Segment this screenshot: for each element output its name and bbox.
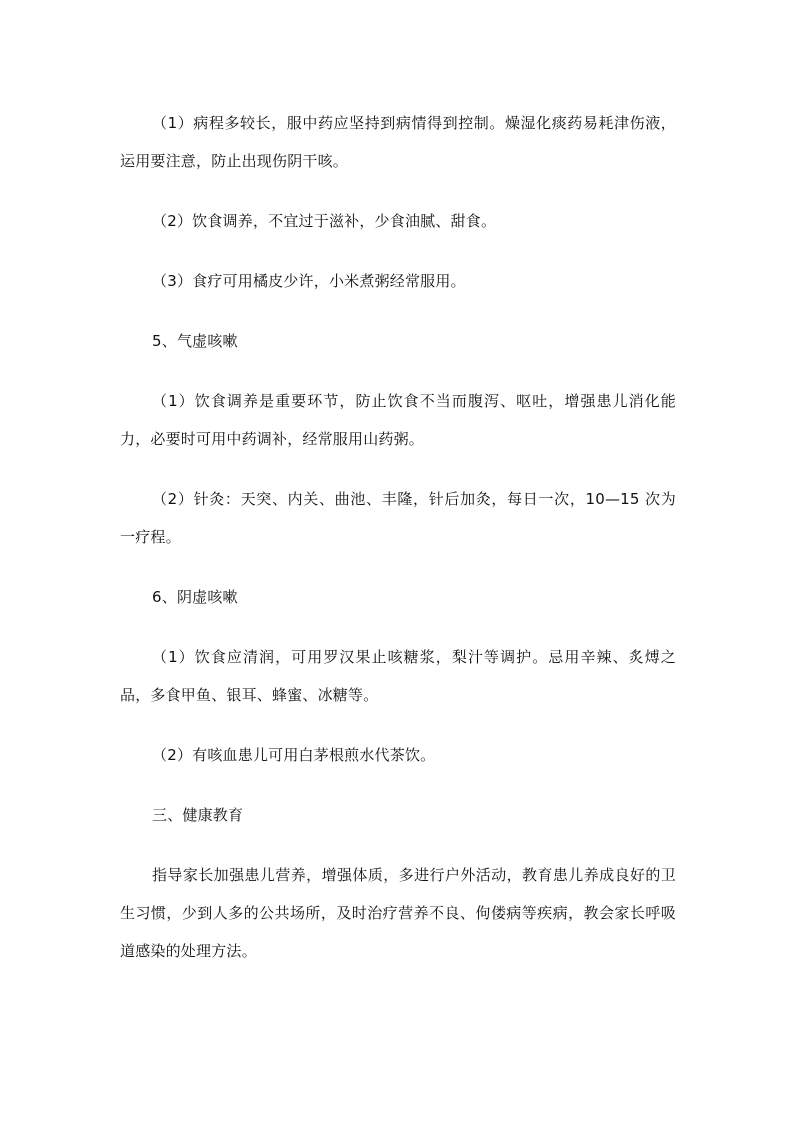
paragraph-yin-deficiency-2: （2）有咳血患儿可用白茅根煎水代茶饮。 — [152, 746, 436, 764]
section-heading-qi-deficiency-cough: 5、气虚咳嗽 — [152, 332, 238, 350]
paragraph-spacer — [120, 834, 676, 856]
paragraph-phlegm-dampness-3: （3）食疗可用橘皮少许，小米煮粥经常服用。 — [152, 272, 466, 290]
paragraph-health-education: 指导家长加强患儿营养，增强体质，多进行户外活动，教育患儿养成良好的卫生习惯，少到人多的公共场所，及时治疗营养不良、佝偻病等疾病，教会家长呼吸道感染的处理方法。 — [120, 866, 676, 960]
paragraph-spacer — [120, 180, 676, 202]
paragraph-qi-deficiency-1: （1）饮食调养是重要环节，防止饮食不当而腹泻、呕吐，增强患儿消化能力，必要时可用中药调补，经常服用山药粥。 — [120, 392, 676, 448]
paragraph-spacer — [120, 240, 676, 262]
document-body — [120, 104, 676, 970]
paragraph-spacer — [120, 360, 676, 382]
paragraph-spacer — [120, 300, 676, 322]
paragraph-yin-deficiency-1: （1）饮食应清润，可用罗汉果止咳糖浆，梨汁等调护。忌用辛辣、炙煿之品，多食甲鱼、银耳、蜂蜜、冰糖等。 — [120, 648, 676, 704]
paragraph-spacer — [120, 556, 676, 578]
paragraph-spacer — [120, 774, 676, 796]
paragraph-spacer — [120, 458, 676, 480]
paragraph-spacer — [120, 714, 676, 736]
paragraph-phlegm-dampness-2: （2）饮食调养，不宜过于滋补，少食油腻、甜食。 — [152, 212, 497, 230]
section-heading-health-education: 三、健康教育 — [152, 806, 244, 824]
paragraph-spacer — [120, 616, 676, 638]
paragraph-qi-deficiency-2: （2）针灸：天突、内关、曲池、丰隆，针后加灸，每日一次，10—15 次为一疗程。 — [120, 490, 676, 546]
section-heading-yin-deficiency-cough: 6、阴虚咳嗽 — [152, 588, 238, 606]
paragraph-phlegm-dampness-1: （1）病程多较长，服中药应坚持到病情得到控制。燥湿化痰药易耗津伤液，运用要注意，防止出现伤阴干咳。 — [120, 114, 676, 170]
